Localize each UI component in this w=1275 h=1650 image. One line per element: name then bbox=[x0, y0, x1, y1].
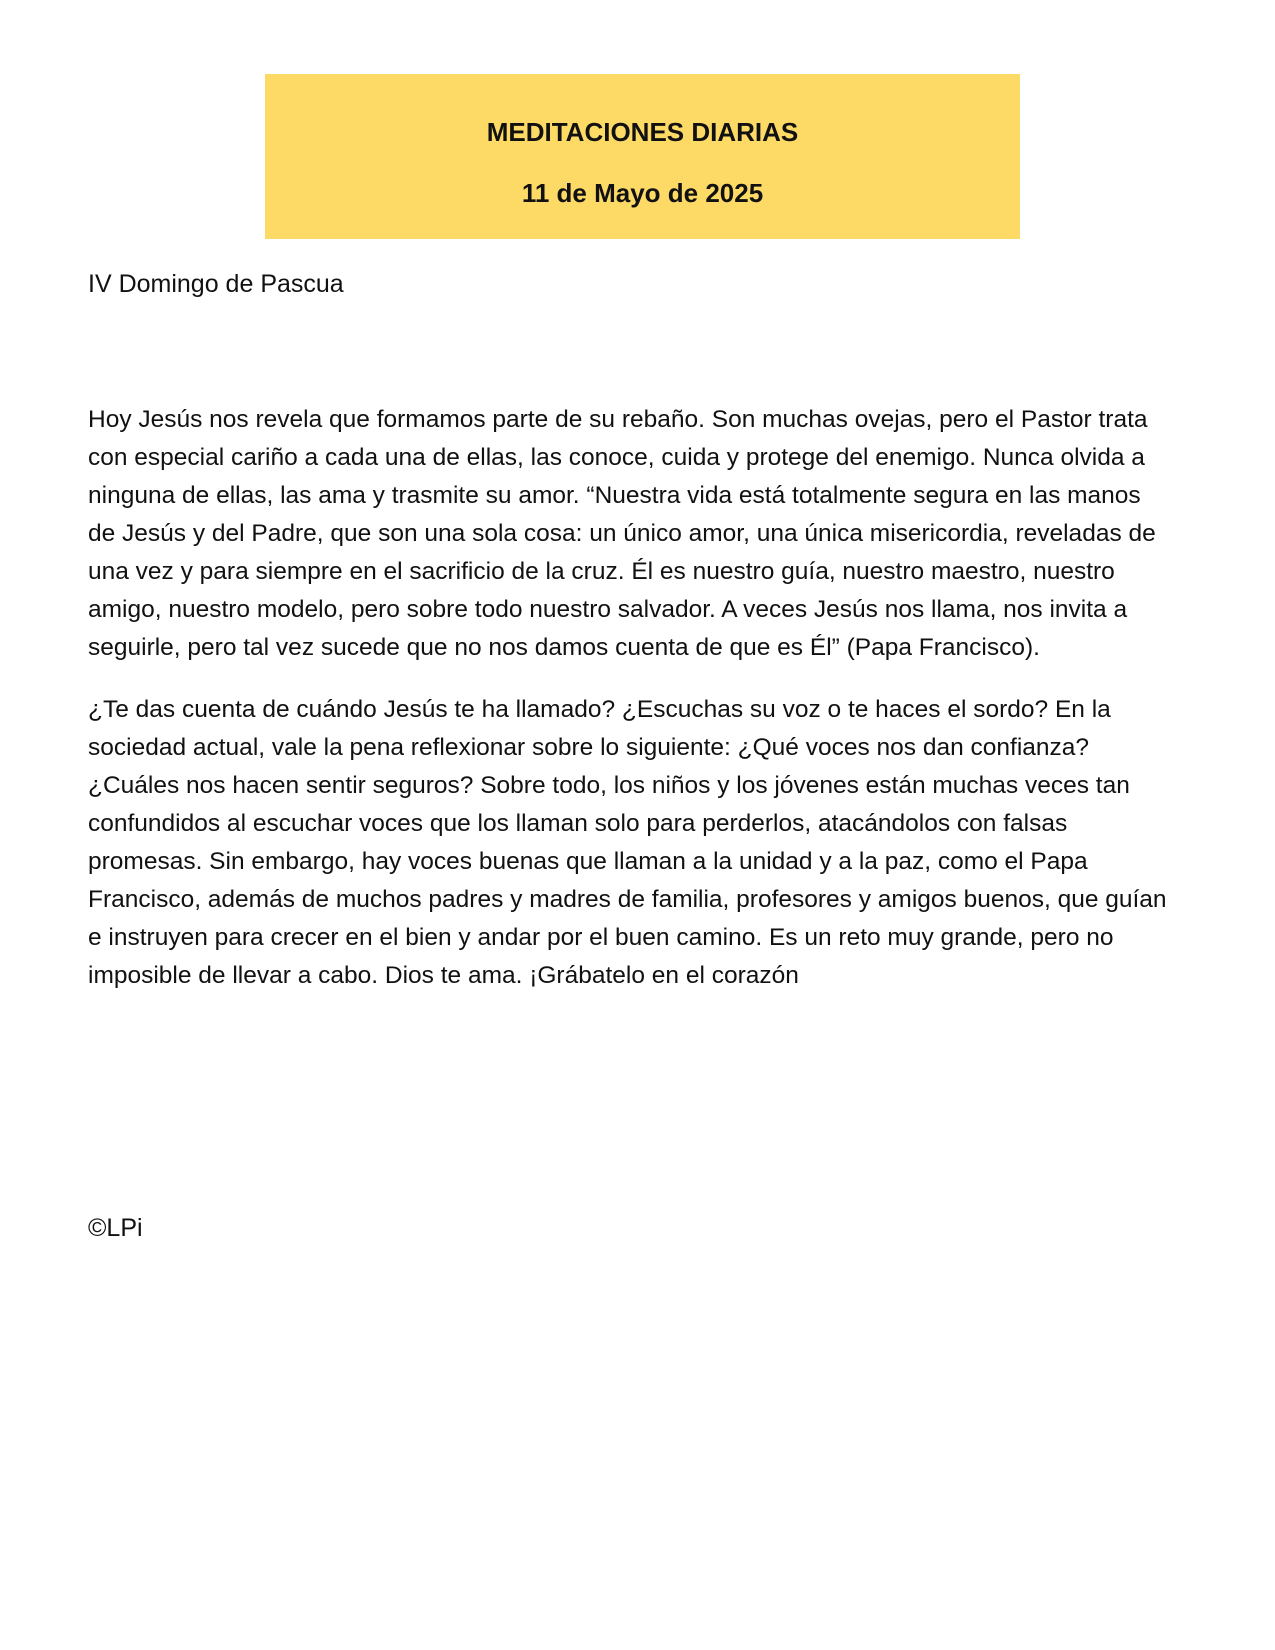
liturgical-day: IV Domingo de Pascua bbox=[88, 270, 344, 298]
paragraph-1: Hoy Jesús nos revela que formamos parte de su rebaño. Son muchas ovejas, pero el Pastor trata con especial cariño a cada una de ellas, las conoce, cuida y protege del enemigo. Nunca olvida a ninguna de ellas, las ama y trasmite su amor. “Nuestra vida está totalmente segura en las manos de Jesús y del Padre, que son una sola cosa: un único amor, una única misericordia, reveladas de una vez y para siempre en el sacrificio de la cruz. Él es nuestro guía, nuestro maestro, nuestro amigo, nuestro modelo, pero sobre todo nuestro salvador. A veces Jesús nos llama, nos invita a seguirle, pero tal vez sucede que no nos damos cuenta de que es Él” (Papa Francisco). bbox=[88, 406, 1156, 661]
paragraph-2: ¿Te das cuenta de cuándo Jesús te ha llamado? ¿Escuchas su voz o te haces el sordo? En la sociedad actual, vale la pena reflexionar sobre lo siguiente: ¿Qué voces nos dan confianza? ¿Cuáles nos hacen sentir seguros? Sobre todo, los niños y los jóvenes están muchas veces tan confundidos al escuchar voces que los llaman solo para perderlos, atacándolos con falsas promesas. Sin embargo, hay voces buenas que llaman a la unidad y a la paz, como el Papa Francisco, además de muchos padres y madres de familia, profesores y amigos buenos, que guían e instruyen para crecer en el bien y andar por el buen camino. Es un reto muy grande, pero no imposible de llevar a cabo. Dios te ama. ¡Grábatelo en el corazón bbox=[88, 696, 1167, 989]
meditation-body bbox=[88, 401, 1168, 995]
page-title: MEDITACIONES DIARIAS bbox=[486, 117, 799, 147]
copyright-notice: ©LPi bbox=[88, 1214, 143, 1242]
page-date: 11 de Mayo de 2025 bbox=[521, 178, 764, 208]
header-banner bbox=[265, 74, 1020, 239]
